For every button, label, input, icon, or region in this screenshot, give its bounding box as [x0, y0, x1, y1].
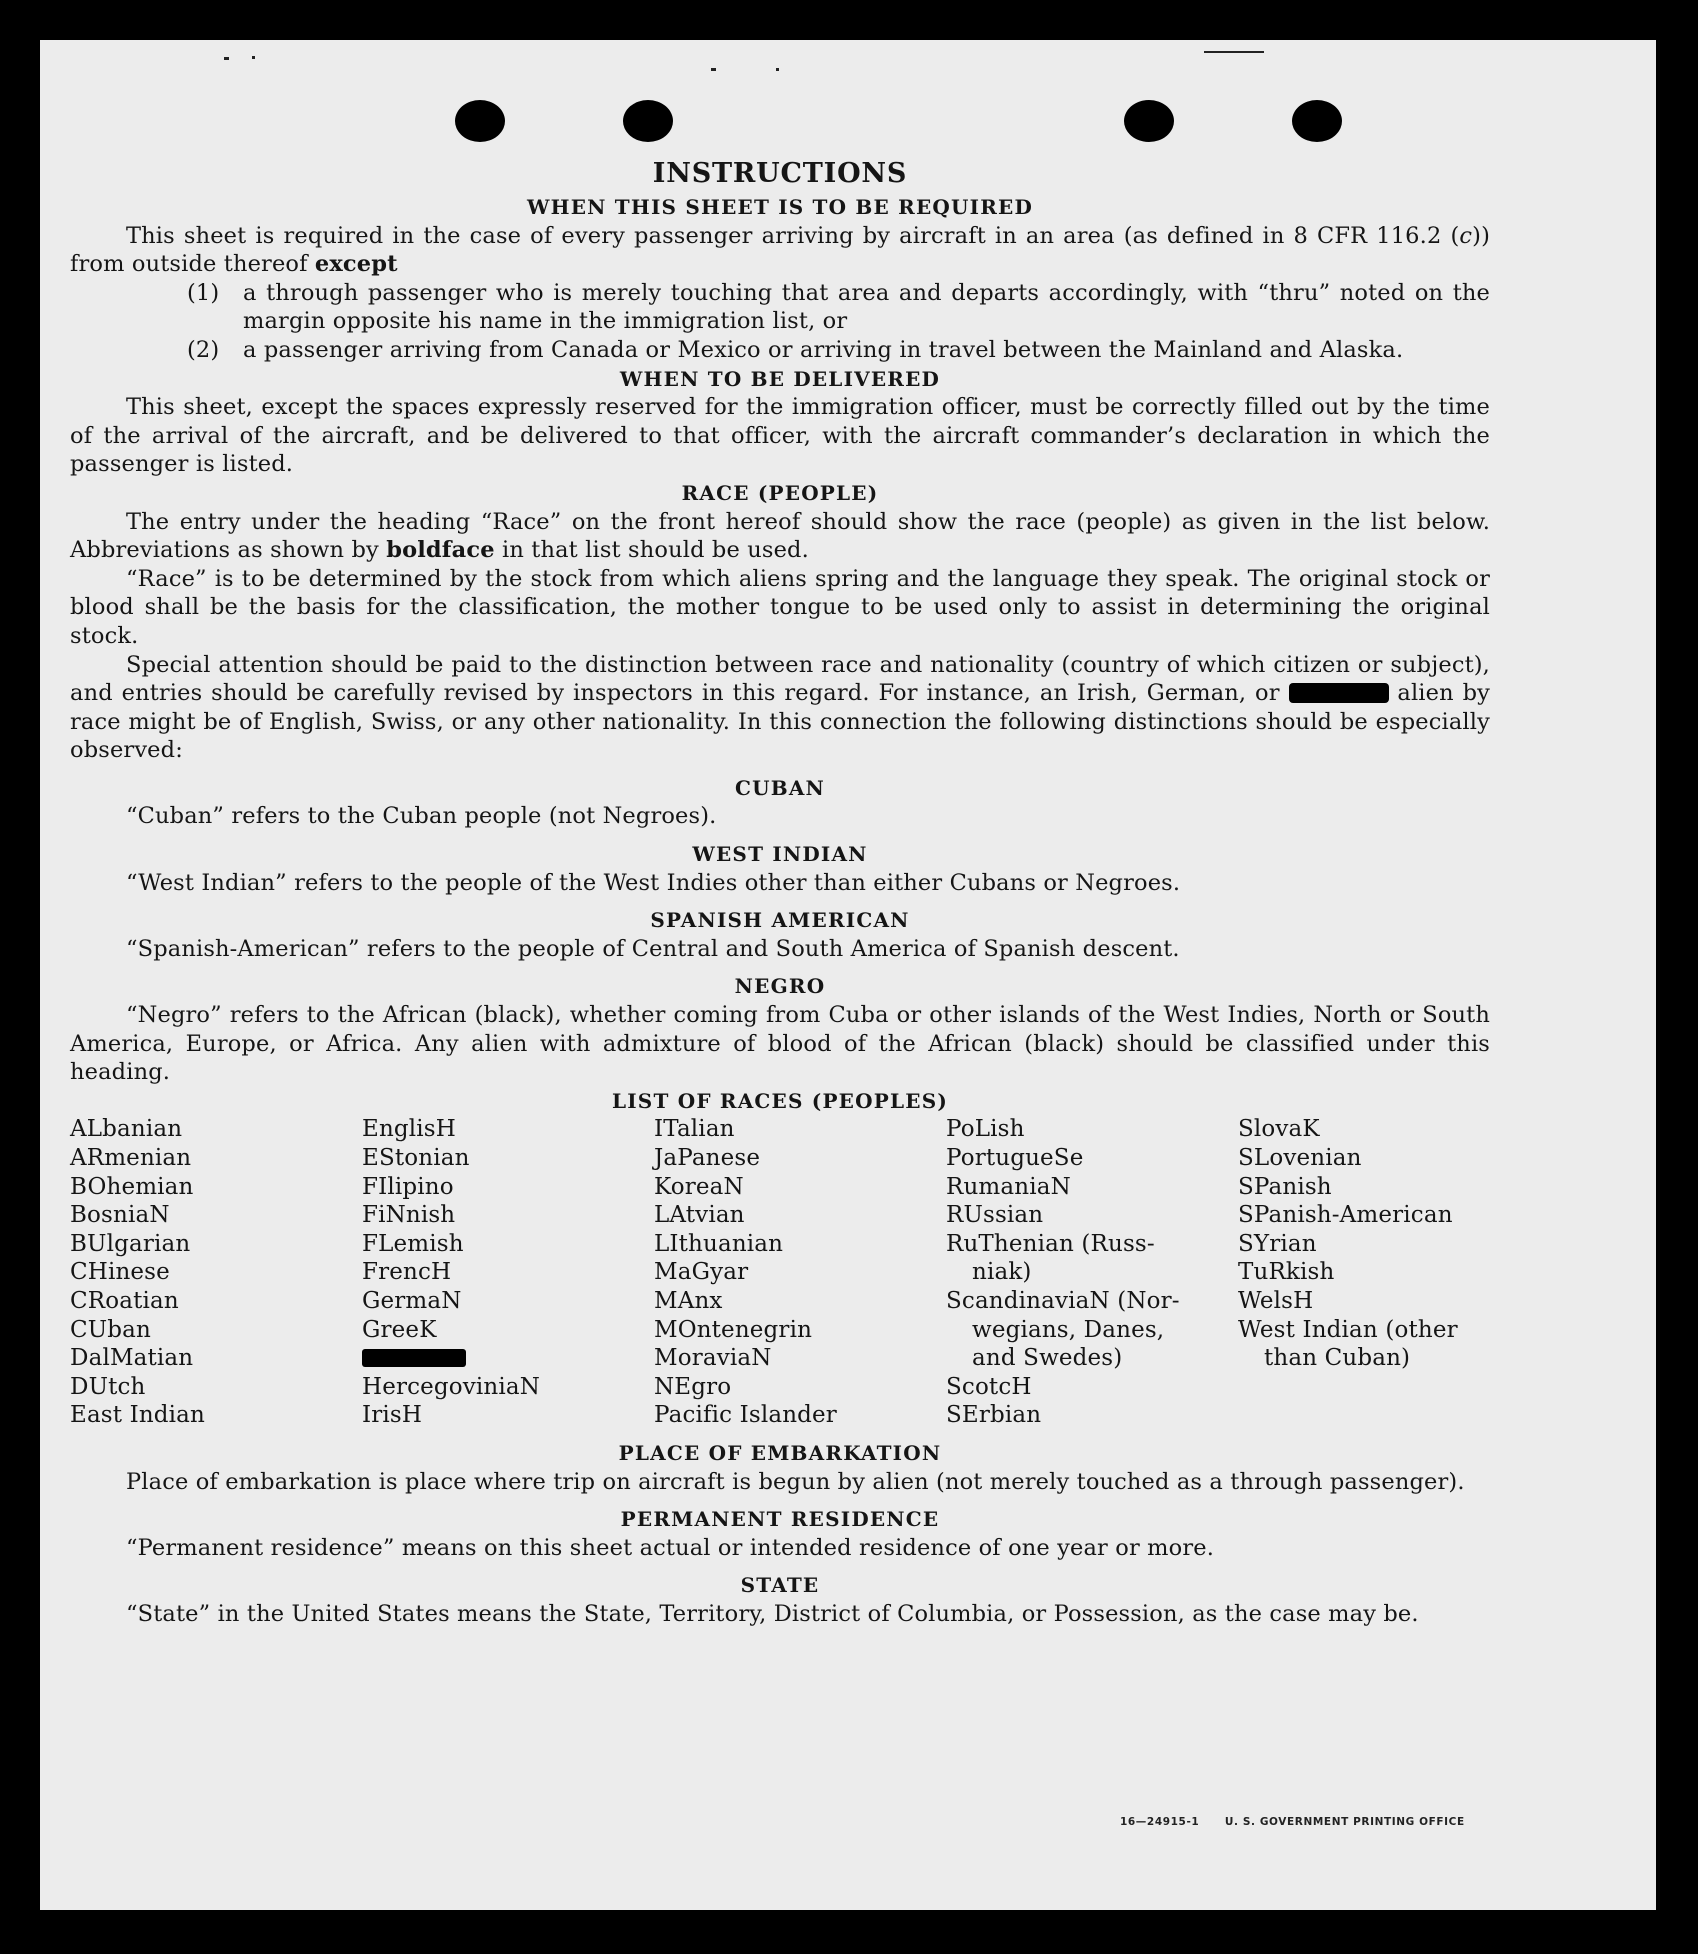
race-entry-continued: niak)	[972, 1259, 1032, 1286]
scan-speck	[776, 68, 779, 71]
race-entry: MAnx	[654, 1287, 723, 1314]
race-entry: ScandinaviaN (Nor-	[946, 1287, 1180, 1314]
page-title: INSTRUCTIONS	[652, 158, 908, 189]
race-entry: RumaniaN	[946, 1173, 1071, 1200]
race-entry: CRoatian	[70, 1287, 179, 1314]
race-entry: Pacific Islander	[654, 1402, 837, 1429]
punch-hole	[1124, 100, 1174, 142]
instructions-content	[70, 157, 1490, 1629]
race-entry: SPanish	[1238, 1173, 1332, 1200]
negro-text: “Negro” refers to the African (black), whether coming from Cuba or other islands of the West Indies, North or South America, Europe, or Africa. Any alien with admixture of blood of the African (black) should be classified under this heading.	[70, 1002, 1490, 1086]
section-heading-races-list: LIST OF RACES (PEOPLES)	[611, 1088, 949, 1113]
race-entry: ALbanian	[70, 1116, 183, 1143]
printer-imprint	[1120, 1816, 1465, 1828]
race-entry: SlovaK	[1238, 1116, 1320, 1143]
race-entry: MOntenegrin	[654, 1316, 813, 1343]
races-column-2	[362, 1115, 654, 1430]
race-p3-text-2: alien by race might be of English, Swiss, or any other nationality. In this connection the following distinctions should be especially observed:	[70, 680, 1490, 764]
race-entry-continued: wegians, Danes,	[972, 1316, 1165, 1343]
race-entry: EStonian	[362, 1145, 470, 1171]
scan-speck	[711, 68, 716, 71]
race-entry: DUtch	[70, 1373, 146, 1400]
embarkation-text: Place of embarkation is place where trip on aircraft is begun by alien (not merely touched as a through passenger).	[126, 1468, 1465, 1495]
section-heading-embarkation: PLACE OF EMBARKATION	[618, 1440, 942, 1465]
race-entry: West Indian (other	[1238, 1316, 1458, 1343]
race-paragraph-1	[70, 508, 1490, 565]
races-list	[70, 1115, 1490, 1430]
exception-number: (1)	[187, 279, 220, 306]
race-entry: SYrian	[1238, 1230, 1317, 1257]
race-entry: SLovenian	[1238, 1145, 1362, 1171]
required-intro-c: c	[1459, 222, 1473, 249]
race-entry: FiNnish	[362, 1202, 456, 1229]
races-column-1	[70, 1115, 362, 1430]
redaction-mark	[362, 1349, 466, 1367]
race-entry: BUlgarian	[70, 1230, 191, 1257]
required-intro	[70, 222, 1490, 279]
printer-name: U. S. GOVERNMENT PRINTING OFFICE	[1224, 1816, 1465, 1828]
west-indian-text: “West Indian” refers to the people of the West Indies other than either Cubans or Negroes.	[126, 869, 1181, 896]
spanish-american-text: “Spanish-American” refers to the people of Central and South America of Spanish descent.	[126, 935, 1180, 962]
race-entry: TuRkish	[1238, 1259, 1335, 1286]
race-entry: GermaN	[362, 1287, 462, 1314]
races-column-3	[654, 1115, 946, 1430]
residence-text: “Permanent residence” means on this sheet actual or intended residence of one year or more.	[126, 1534, 1215, 1561]
race-entry: LAtvian	[654, 1202, 745, 1229]
race-entry: MaGyar	[654, 1259, 749, 1286]
race-paragraph-2: “Race” is to be determined by the stock from which aliens spring and the language they speak. The original stock or blood shall be the basis for the classification, the mother tongue to be used only to assist in determining the original stock.	[70, 565, 1490, 649]
race-entry: FrencH	[362, 1259, 452, 1286]
section-heading-delivered: WHEN TO BE DELIVERED	[619, 366, 941, 391]
race-p3-text: Special attention should be paid to the distinction between race and nationality (country of which citizen or subject), and entries should be carefully revised by inspectors in this regard. For instance, an Irish, German, or	[70, 651, 1490, 707]
race-entry: ScotcH	[946, 1373, 1032, 1400]
scan-speck	[224, 57, 229, 60]
race-entry: RuThenian (Russ-	[946, 1230, 1155, 1257]
exception-text: a passenger arriving from Canada or Mexico or arriving in travel between the Mainland and Alaska.	[243, 336, 1404, 363]
document-page	[40, 40, 1656, 1910]
race-entry: CHinese	[70, 1259, 170, 1286]
races-column-5	[1238, 1115, 1490, 1430]
race-entry: BOhemian	[70, 1173, 194, 1200]
race-entry: MoraviaN	[654, 1345, 772, 1372]
exception-item	[187, 336, 1490, 365]
race-entry: GreeK	[362, 1316, 437, 1343]
section-heading-spanish-american: SPANISH AMERICAN	[650, 908, 910, 933]
section-heading-cuban: CUBAN	[734, 775, 826, 800]
required-intro-except: except	[314, 251, 398, 278]
race-entry-redacted	[362, 1344, 654, 1373]
punch-hole	[623, 100, 673, 142]
race-entry: DalMatian	[70, 1345, 194, 1372]
redaction-mark	[1289, 683, 1389, 703]
race-entry-continued: and Swedes)	[972, 1345, 1123, 1372]
race-entry: IrisH	[362, 1402, 423, 1429]
delivered-text: This sheet, except the spaces expressly reserved for the immigration officer, must be correctly filled out by the time of the arrival of the aircraft, and be delivered to that officer, with the aircraft commander’s declaration in which the passenger is listed.	[70, 394, 1490, 478]
race-entry: HercegoviniaN	[362, 1373, 541, 1400]
exception-text: a through passenger who is merely touching that area and departs accordingly, with “thru” noted on the margin opposite his name in the immigration list, or	[243, 279, 1490, 335]
race-paragraph-3	[70, 651, 1490, 765]
race-p1-text-2: in that list should be used.	[494, 537, 809, 564]
race-entry: LIthuanian	[654, 1230, 784, 1257]
exception-number: (2)	[187, 336, 220, 363]
race-entry: SPanish-American	[1238, 1202, 1453, 1229]
cuban-text: “Cuban” refers to the Cuban people (not Negroes).	[126, 803, 717, 830]
scan-speck	[252, 56, 255, 59]
exception-item	[187, 279, 1490, 336]
race-entry-continued: than Cuban)	[1264, 1345, 1411, 1372]
race-entry: JaPanese	[654, 1145, 761, 1171]
race-entry: FIlipino	[362, 1173, 454, 1200]
race-entry: KoreaN	[654, 1173, 744, 1200]
race-p1-text: The entry under the heading “Race” on the front hereof should show the race (people) as given in the list below. Abbreviations as shown by	[70, 508, 1490, 564]
punch-hole	[455, 100, 505, 142]
race-entry: ITalian	[654, 1116, 735, 1143]
race-entry: CUban	[70, 1316, 151, 1343]
punch-hole	[1292, 100, 1342, 142]
section-heading-required: WHEN THIS SHEET IS TO BE REQUIRED	[526, 195, 1034, 219]
race-p1-boldface: boldface	[386, 537, 495, 564]
section-heading-race: RACE (PEOPLE)	[681, 480, 879, 505]
race-entry: RUssian	[946, 1202, 1044, 1229]
race-entry: EnglisH	[362, 1116, 456, 1143]
section-heading-negro: NEGRO	[734, 974, 826, 999]
required-intro-text-2: )) from outside thereof	[70, 222, 1490, 278]
race-entry: NEgro	[654, 1373, 732, 1400]
state-text: “State” in the United States means the State, Territory, District of Columbia, or Possession, as the case may be.	[126, 1600, 1419, 1627]
race-entry: ARmenian	[70, 1145, 192, 1171]
section-heading-west-indian: WEST INDIAN	[692, 842, 868, 867]
scan-speck	[1204, 51, 1264, 53]
race-entry: SErbian	[946, 1402, 1042, 1429]
race-entry: BosniaN	[70, 1202, 170, 1229]
race-entry: WelsH	[1238, 1287, 1314, 1314]
race-entry: East Indian	[70, 1402, 206, 1429]
section-heading-residence: PERMANENT RESIDENCE	[620, 1507, 940, 1532]
form-number: 16—24915-1	[1120, 1816, 1200, 1828]
race-entry: PortugueSe	[946, 1145, 1084, 1171]
race-entry: PoLish	[946, 1116, 1025, 1143]
race-entry: FLemish	[362, 1230, 464, 1257]
races-column-4	[946, 1115, 1238, 1430]
required-intro-text: This sheet is required in the case of every passenger arriving by aircraft in an area (as defined in 8 CFR 116.2 (	[126, 222, 1460, 249]
section-heading-state: STATE	[740, 1573, 820, 1598]
